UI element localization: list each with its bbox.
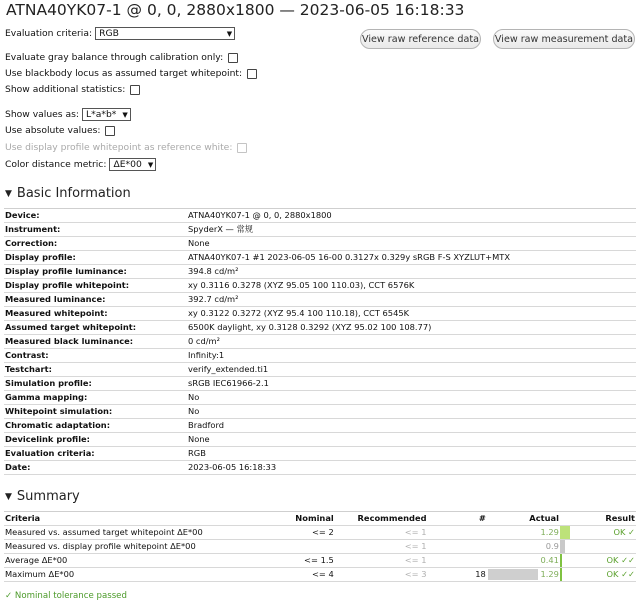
triangle-down-icon: ▼ — [5, 491, 12, 502]
actual-bar — [560, 568, 562, 581]
table-row — [4, 307, 636, 321]
view-raw-reference-button[interactable]: View raw reference data — [360, 29, 481, 49]
info-key: Measured luminance: — [4, 293, 187, 307]
info-key: Whitepoint simulation: — [4, 405, 187, 419]
table-row — [4, 363, 636, 377]
summary-section-toggle[interactable] — [5, 489, 80, 504]
blackbody-checkbox[interactable] — [247, 69, 257, 79]
table-row — [4, 237, 636, 251]
col-recommended: Recommended — [335, 512, 428, 526]
view-raw-measurement-button[interactable]: View raw measurement data — [493, 29, 635, 49]
info-key: Display profile whitepoint: — [4, 279, 187, 293]
criteria-cell: Maximum ΔE*00 — [4, 568, 247, 582]
page-title: ATNA40YK07-1 @ 0, 0, 2880x1800 — 2023-06-05 16:18:33 — [6, 1, 465, 19]
additional-stats-row — [5, 84, 140, 95]
count-cell: 18 — [428, 568, 487, 582]
bar-cell — [560, 568, 576, 582]
col-bar — [560, 512, 576, 526]
info-value: No — [187, 405, 636, 419]
nominal-cell — [247, 540, 334, 554]
info-value: verify_extended.ti1 — [187, 363, 636, 377]
nominal-cell: <= 4 — [247, 568, 334, 582]
info-key: Instrument: — [4, 223, 187, 237]
result-cell — [576, 540, 636, 554]
criteria-cell: Measured vs. display profile whitepoint ΔE*00 — [4, 540, 247, 554]
actual-bar — [560, 526, 570, 539]
actual-bar — [560, 540, 565, 553]
additional-stats-label: Show additional statistics: — [5, 84, 126, 95]
info-value: xy 0.3122 0.3272 (XYZ 95.4 100 110.18), CCT 6545K — [187, 307, 636, 321]
count-cell — [428, 554, 487, 568]
gray-balance-row — [5, 52, 238, 63]
blackbody-label: Use blackbody locus as assumed target whitepoint: — [5, 68, 243, 79]
triangle-down-icon: ▼ — [5, 188, 12, 199]
col-nominal: Nominal — [247, 512, 334, 526]
info-key: Date: — [4, 461, 187, 475]
info-value: 6500K daylight, xy 0.3128 0.3292 (XYZ 95.02 100 108.77) — [187, 321, 636, 335]
info-key: Assumed target whitepoint: — [4, 321, 187, 335]
table-row — [4, 568, 636, 582]
basic-info-heading: Basic Information — [16, 186, 131, 201]
table-row — [4, 251, 636, 265]
chevron-down-icon: ▼ — [226, 29, 233, 38]
table-row — [4, 461, 636, 475]
info-key: Simulation profile: — [4, 377, 187, 391]
recommended-cell: <= 1 — [335, 554, 428, 568]
info-value: 392.7 cd/m² — [187, 293, 636, 307]
gray-balance-label: Evaluate gray balance through calibration only: — [5, 52, 224, 63]
nominal-cell: <= 1.5 — [247, 554, 334, 568]
recommended-cell: <= 1 — [335, 540, 428, 554]
info-key: Contrast: — [4, 349, 187, 363]
chevron-down-icon: ▼ — [122, 110, 128, 119]
table-row — [4, 391, 636, 405]
info-value: None — [187, 433, 636, 447]
show-values-row — [5, 108, 131, 121]
info-value: 2023-06-05 16:18:33 — [187, 461, 636, 475]
info-value: SpyderX — 常规 — [187, 223, 636, 237]
info-value: Infinity:1 — [187, 349, 636, 363]
profile-whitepoint-row — [5, 142, 247, 153]
criteria-cell: Measured vs. assumed target whitepoint ΔE*00 — [4, 526, 247, 540]
table-row — [4, 321, 636, 335]
basic-info-section-toggle[interactable] — [5, 186, 131, 201]
actual-bar — [560, 554, 562, 567]
info-key: Measured black luminance: — [4, 335, 187, 349]
col-count: # — [428, 512, 487, 526]
table-row — [4, 554, 636, 568]
table-row — [4, 419, 636, 433]
color-distance-row — [5, 158, 156, 171]
bar-cell — [560, 554, 576, 568]
blackbody-row — [5, 68, 257, 79]
table-row — [4, 405, 636, 419]
summary-table — [4, 511, 636, 582]
table-row — [4, 447, 636, 461]
table-row — [4, 433, 636, 447]
info-value: 394.8 cd/m² — [187, 265, 636, 279]
show-values-label: Show values as: — [5, 109, 80, 120]
absolute-values-checkbox[interactable] — [105, 126, 115, 136]
info-key: Chromatic adaptation: — [4, 419, 187, 433]
actual-cell: 1.29 — [487, 568, 560, 582]
table-row — [4, 265, 636, 279]
info-value: sRGB IEC61966-2.1 — [187, 377, 636, 391]
profile-whitepoint-label: Use display profile whitepoint as reference white: — [5, 142, 233, 153]
chevron-down-icon: ▼ — [147, 160, 154, 169]
result-cell: OK ✓ — [576, 526, 636, 540]
absolute-values-label: Use absolute values: — [5, 125, 101, 136]
info-key: Display profile: — [4, 251, 187, 265]
info-key: Display profile luminance: — [4, 265, 187, 279]
gray-balance-checkbox[interactable] — [228, 53, 238, 63]
tolerance-status: ✓ Nominal tolerance passed — [5, 591, 127, 601]
table-row — [4, 349, 636, 363]
patch-swatch — [488, 569, 538, 580]
count-cell — [428, 540, 487, 554]
table-row — [4, 223, 636, 237]
evaluation-criteria-row — [5, 27, 235, 40]
info-value: No — [187, 391, 636, 405]
info-key: Device: — [4, 209, 187, 223]
show-values-select[interactable]: L*a*b* ▼ — [82, 108, 131, 121]
absolute-values-row — [5, 125, 115, 136]
table-row — [4, 526, 636, 540]
profile-whitepoint-checkbox — [237, 143, 247, 153]
summary-heading: Summary — [16, 489, 80, 504]
info-value: 0 cd/m² — [187, 335, 636, 349]
evaluation-criteria-select[interactable]: RGB ▼ — [95, 27, 235, 40]
table-row — [4, 279, 636, 293]
actual-cell: 0.9 — [487, 540, 560, 554]
additional-stats-checkbox[interactable] — [130, 85, 140, 95]
info-value: ATNA40YK07-1 #1 2023-06-05 16-00 0.3127x 0.329y sRGB F-S XYZLUT+MTX — [187, 251, 636, 265]
result-cell: OK ✓✓ — [576, 568, 636, 582]
info-key: Gamma mapping: — [4, 391, 187, 405]
actual-cell: 1.29 — [487, 526, 560, 540]
info-value: ATNA40YK07-1 @ 0, 0, 2880x1800 — [187, 209, 636, 223]
table-row — [4, 293, 636, 307]
info-value: RGB — [187, 447, 636, 461]
color-distance-label: Color distance metric: — [5, 159, 107, 170]
info-key: Correction: — [4, 237, 187, 251]
table-row — [4, 209, 636, 223]
recommended-cell: <= 1 — [335, 526, 428, 540]
table-row — [4, 335, 636, 349]
info-value: xy 0.3116 0.3278 (XYZ 95.05 100 110.03), CCT 6576K — [187, 279, 636, 293]
info-value: Bradford — [187, 419, 636, 433]
evaluation-criteria-label: Evaluation criteria: — [5, 28, 93, 39]
info-key: Devicelink profile: — [4, 433, 187, 447]
col-actual: Actual — [487, 512, 560, 526]
color-distance-select[interactable]: ΔE*00 ▼ — [109, 158, 156, 171]
actual-cell: 0.41 — [487, 554, 560, 568]
recommended-cell: <= 3 — [335, 568, 428, 582]
info-value: None — [187, 237, 636, 251]
bar-cell — [560, 526, 576, 540]
summary-header-row — [4, 512, 636, 526]
nominal-cell: <= 2 — [247, 526, 334, 540]
table-row — [4, 377, 636, 391]
result-cell: OK ✓✓ — [576, 554, 636, 568]
info-key: Measured whitepoint: — [4, 307, 187, 321]
basic-info-table — [4, 208, 636, 475]
col-criteria: Criteria — [4, 512, 247, 526]
criteria-cell: Average ΔE*00 — [4, 554, 247, 568]
info-key: Evaluation criteria: — [4, 447, 187, 461]
info-key: Testchart: — [4, 363, 187, 377]
col-result: Result — [576, 512, 636, 526]
count-cell — [428, 526, 487, 540]
table-row — [4, 540, 636, 554]
bar-cell — [560, 540, 576, 554]
